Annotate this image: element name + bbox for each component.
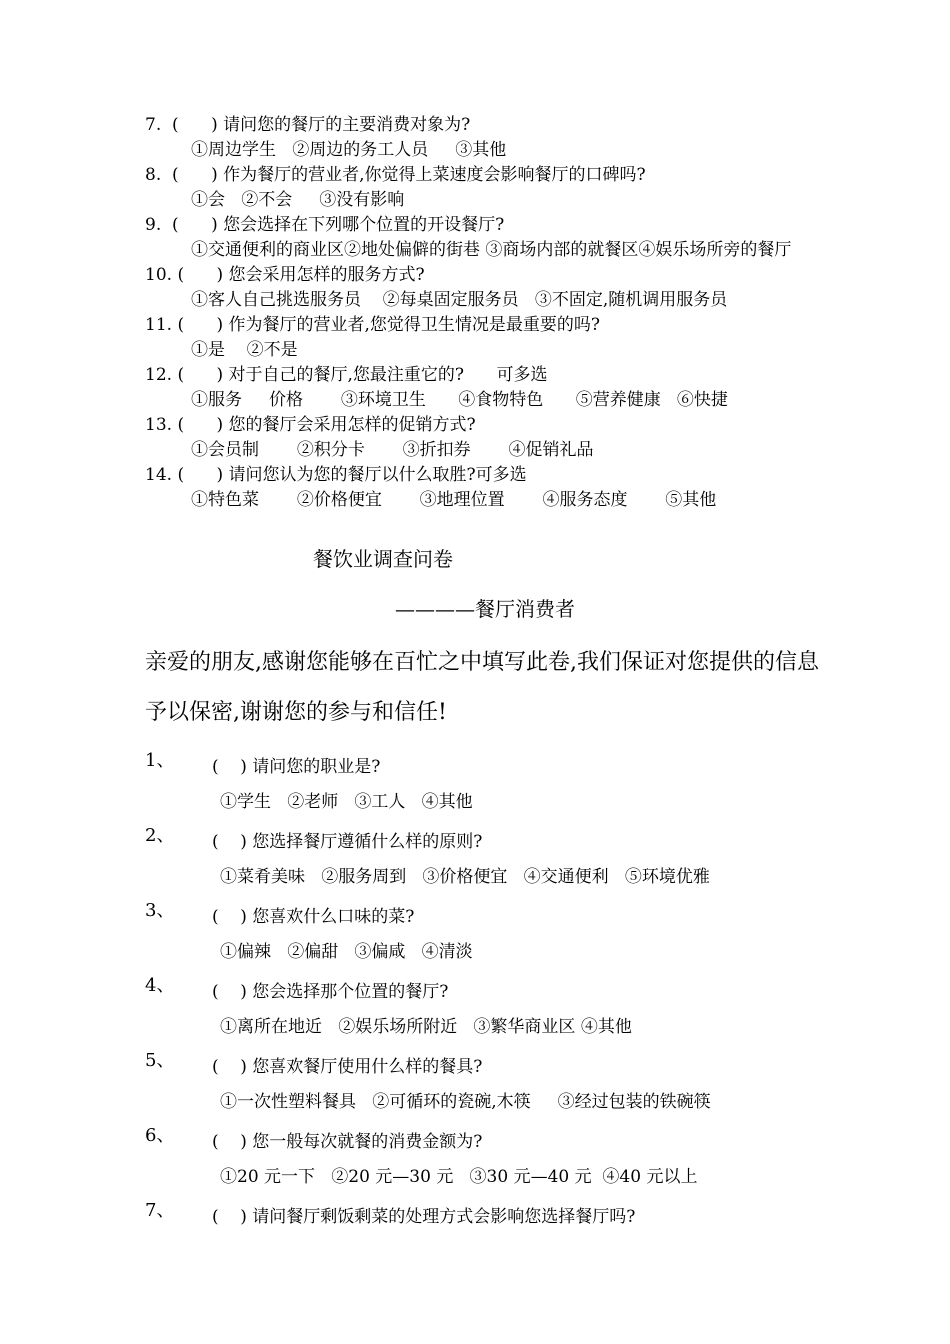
question-12-options: ①服务 价格 ③环境卫生 ④食物特色 ⑤营养健康 ⑥快捷 — [191, 390, 728, 410]
question-number: 5、 — [145, 1050, 175, 1071]
consumer-question-4-options: ①离所在地近 ②娱乐场所附近 ③繁华商业区 ④其他 — [220, 1017, 632, 1037]
question-13-options: ①会员制 ②积分卡 ③折扣券 ④促销礼品 — [191, 440, 594, 460]
consumer-question-1 — [145, 746, 845, 783]
consumer-question-6 — [145, 1121, 845, 1158]
question-number: 2、 — [145, 825, 175, 846]
question-number: 3、 — [145, 900, 175, 921]
question-number: 1、 — [145, 750, 175, 771]
question-13: 13. ( ) 您的餐厅会采用怎样的促销方式? — [145, 415, 476, 435]
consumer-question-7 — [145, 1196, 845, 1233]
question-text: ( ) 您一般每次就餐的消费金额为? — [212, 1132, 483, 1152]
question-text: ( ) 您喜欢什么口味的菜? — [212, 907, 415, 927]
survey-subtitle: ————餐厅消费者 — [395, 597, 575, 621]
survey-intro: 亲爱的朋友,感谢您能够在百忙之中填写此卷,我们保证对您提供的信息予以保密,谢谢您的参与和信任! — [145, 650, 819, 725]
consumer-question-5-options: ①一次性塑料餐具 ②可循环的瓷碗,木筷 ③经过包装的铁碗筷 — [220, 1092, 711, 1112]
question-number: 7、 — [145, 1200, 175, 1221]
consumer-question-1-options: ①学生 ②老师 ③工人 ④其他 — [220, 792, 473, 812]
consumer-question-2-options: ①菜肴美味 ②服务周到 ③价格便宜 ④交通便利 ⑤环境优雅 — [220, 867, 710, 887]
question-11: 11. ( ) 作为餐厅的营业者,您觉得卫生情况是最重要的吗? — [145, 315, 601, 335]
question-7-options: ①周边学生 ②周边的务工人员 ③其他 — [191, 140, 507, 160]
question-14: 14. ( ) 请问您认为您的餐厅以什么取胜?可多选 — [145, 465, 527, 485]
question-text: ( ) 请问餐厅剩饭剩菜的处理方式会影响您选择餐厅吗? — [212, 1207, 636, 1227]
consumer-question-2 — [145, 821, 845, 858]
question-text: ( ) 您会选择那个位置的餐厅? — [212, 982, 449, 1002]
question-14-options: ①特色菜 ②价格便宜 ③地理位置 ④服务态度 ⑤其他 — [191, 490, 717, 510]
question-text: ( ) 请问您的职业是? — [212, 757, 381, 777]
question-number: 4、 — [145, 975, 175, 996]
question-8: 8. ( ) 作为餐厅的营业者,你觉得上菜速度会影响餐厅的口碑吗? — [145, 165, 646, 185]
question-12: 12. ( ) 对于自己的餐厅,您最注重它的? 可多选 — [145, 365, 548, 385]
question-9: 9. ( ) 您会选择在下列哪个位置的开设餐厅? — [145, 215, 505, 235]
question-9-options: ①交通便利的商业区②地处偏僻的街巷 ③商场内部的就餐区④娱乐场所旁的餐厅 — [191, 240, 792, 260]
question-7: 7. ( ) 请问您的餐厅的主要消费对象为? — [145, 115, 471, 135]
question-10-options: ①客人自己挑选服务员 ②每桌固定服务员 ③不固定,随机调用服务员 — [191, 290, 728, 310]
question-8-options: ①会 ②不会 ③没有影响 — [191, 190, 405, 210]
question-text: ( ) 您喜欢餐厅使用什么样的餐具? — [212, 1057, 483, 1077]
consumer-question-list — [145, 746, 845, 1233]
consumer-question-6-options: ①20 元一下 ②20 元—30 元 ③30 元—40 元 ④40 元以上 — [220, 1167, 698, 1187]
merchant-question-list — [145, 113, 825, 513]
consumer-question-4 — [145, 971, 845, 1008]
consumer-question-3 — [145, 896, 845, 933]
survey-title: 餐饮业调查问卷 — [313, 547, 453, 571]
question-11-options: ①是 ②不是 — [191, 340, 298, 360]
consumer-question-3-options: ①偏辣 ②偏甜 ③偏咸 ④清淡 — [220, 942, 473, 962]
consumer-question-5 — [145, 1046, 845, 1083]
question-number: 6、 — [145, 1125, 175, 1146]
question-text: ( ) 您选择餐厅遵循什么样的原则? — [212, 832, 483, 852]
question-10: 10. ( ) 您会采用怎样的服务方式? — [145, 265, 425, 285]
